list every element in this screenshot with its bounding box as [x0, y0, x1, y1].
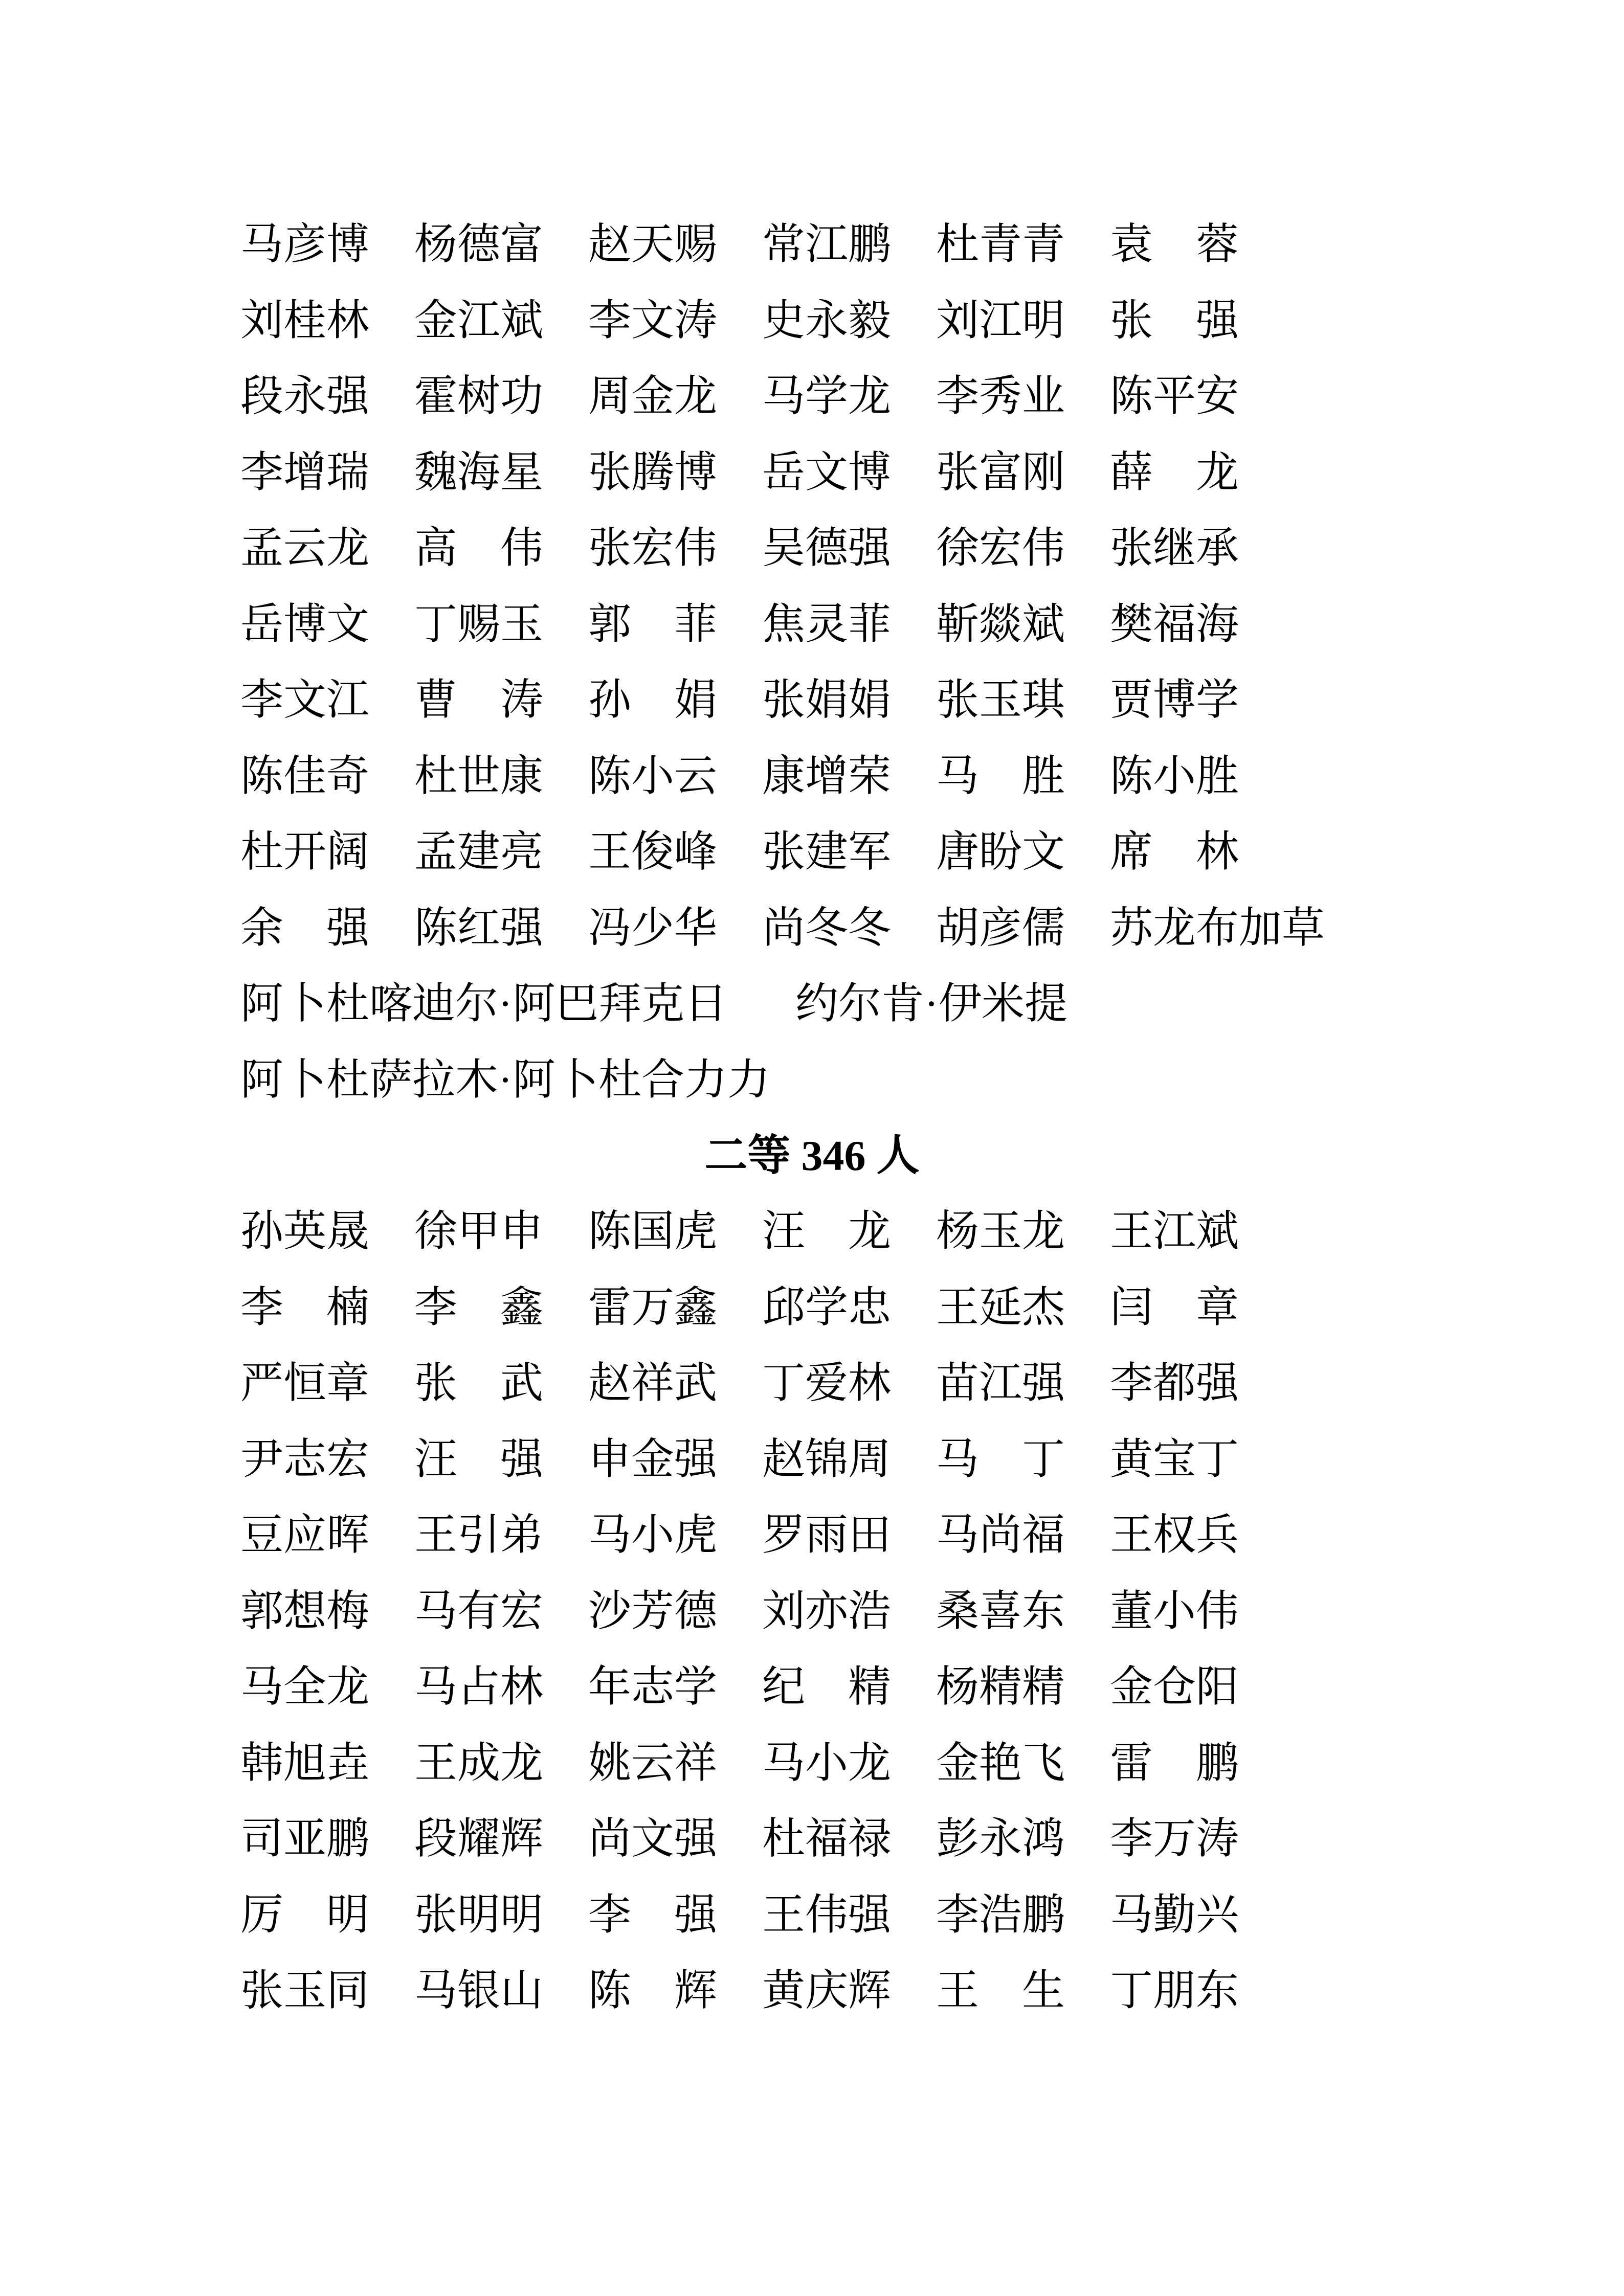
person-name: 刘亦浩 [762, 1587, 892, 1635]
name-row [240, 1498, 1239, 1574]
person-name: 严恒章 [240, 1360, 370, 1407]
person-name: 李万涛 [1110, 1815, 1239, 1863]
person-name: 李都强 [1110, 1360, 1239, 1407]
person-name: 段永强 [240, 373, 370, 420]
person-name: 李浩鹏 [936, 1891, 1065, 1939]
name-row [240, 1043, 1067, 1119]
person-name: 李 鑫 [414, 1284, 544, 1332]
person-name: 霍树功 [414, 373, 544, 420]
name-row [240, 587, 1325, 663]
person-name: 孙英晟 [240, 1208, 370, 1255]
person-name: 沙芳德 [588, 1587, 718, 1635]
person-name: 李增瑞 [240, 448, 370, 497]
person-name: 刘江明 [936, 297, 1065, 345]
person-name: 丁爱林 [762, 1360, 892, 1407]
person-name: 闫 章 [1110, 1284, 1239, 1332]
person-name: 杨德富 [414, 221, 544, 268]
person-name: 岳文博 [762, 448, 892, 497]
person-name: 桑喜东 [936, 1587, 1065, 1635]
person-name: 杜开阔 [240, 828, 370, 876]
person-name: 张富刚 [936, 448, 1065, 497]
name-row [240, 283, 1325, 359]
person-name: 袁 蓉 [1110, 221, 1239, 268]
person-name: 陈小云 [588, 752, 718, 800]
person-name: 申金强 [588, 1435, 718, 1483]
person-name: 尚冬冬 [762, 904, 892, 952]
person-name: 马全龙 [240, 1663, 370, 1711]
person-name: 厉 明 [240, 1891, 370, 1939]
person-name: 马有宏 [414, 1587, 544, 1635]
person-name: 马学龙 [762, 373, 892, 420]
person-name: 席 林 [1110, 828, 1239, 876]
person-name: 史永毅 [762, 297, 892, 345]
person-name: 阿卜杜萨拉木·阿卜杜合力力 [240, 1056, 770, 1104]
name-row [240, 511, 1325, 587]
person-name: 金仓阳 [1110, 1663, 1239, 1711]
person-name: 李文涛 [588, 297, 718, 345]
person-name: 吴德强 [762, 525, 892, 572]
person-name: 丁朋东 [1110, 1967, 1239, 2015]
person-name: 尹志宏 [240, 1435, 370, 1483]
person-name: 罗雨田 [762, 1512, 892, 1559]
person-name: 张建军 [762, 828, 892, 876]
person-name: 韩旭垚 [240, 1739, 370, 1787]
name-row [240, 1953, 1239, 2030]
person-name: 约尔肯·伊米提 [795, 980, 1067, 1028]
person-name: 姚云祥 [588, 1739, 718, 1787]
person-name: 陈国虎 [588, 1208, 718, 1255]
person-name: 王成龙 [414, 1739, 544, 1787]
person-name: 苗江强 [936, 1360, 1065, 1407]
name-row [240, 1802, 1239, 1878]
person-name: 金江斌 [414, 297, 544, 345]
person-name: 金艳飞 [936, 1739, 1065, 1787]
person-name: 赵天赐 [588, 221, 718, 268]
person-name: 薛 龙 [1110, 448, 1239, 497]
person-name: 魏海星 [414, 448, 544, 497]
person-name: 张明明 [414, 1891, 544, 1939]
person-name: 康增荣 [762, 752, 892, 800]
person-name: 杨精精 [936, 1663, 1065, 1711]
person-name: 杜福禄 [762, 1815, 892, 1863]
person-name: 常江鹏 [762, 221, 892, 268]
person-name: 马小龙 [762, 1739, 892, 1787]
person-name: 胡彦儒 [936, 904, 1065, 952]
person-name: 王延杰 [936, 1284, 1065, 1332]
person-name: 杨玉龙 [936, 1208, 1065, 1255]
person-name: 马尚福 [936, 1512, 1065, 1559]
person-name: 李 强 [588, 1891, 718, 1939]
person-name: 张娟娟 [762, 677, 892, 724]
name-row [240, 207, 1325, 283]
name-row [240, 739, 1325, 815]
person-name: 雷 鹏 [1110, 1739, 1239, 1787]
person-name: 张 武 [414, 1360, 544, 1407]
person-name: 王俊峰 [588, 828, 718, 876]
person-name: 张宏伟 [588, 525, 718, 572]
person-name: 阿卜杜喀迪尔·阿巴拜克日 [240, 980, 727, 1028]
person-name: 尚文强 [588, 1815, 718, 1863]
person-name: 苏龙布加草 [1110, 904, 1325, 952]
person-name: 陈红强 [414, 904, 544, 952]
person-name: 张玉同 [240, 1967, 370, 2015]
second-class-name-list [240, 1194, 1239, 2030]
person-name: 杜青青 [936, 221, 1065, 268]
person-name: 张继承 [1110, 525, 1239, 572]
name-row [240, 663, 1325, 739]
person-name: 马 丁 [936, 1435, 1065, 1483]
name-row [240, 1574, 1239, 1650]
person-name: 董小伟 [1110, 1587, 1239, 1635]
person-name: 张 强 [1110, 297, 1239, 345]
person-name: 段耀辉 [414, 1815, 544, 1863]
person-name: 陈平安 [1110, 373, 1239, 420]
person-name: 王 生 [936, 1967, 1065, 2015]
name-row [240, 1878, 1239, 1954]
person-name: 纪 精 [762, 1663, 892, 1711]
person-name: 李文江 [240, 677, 370, 724]
person-name: 郭 菲 [588, 600, 718, 648]
person-name: 余 强 [240, 904, 370, 952]
person-name: 樊福海 [1110, 600, 1239, 648]
person-name: 王伟强 [762, 1891, 892, 1939]
person-name: 张腾博 [588, 448, 718, 497]
person-name: 岳博文 [240, 600, 370, 648]
person-name: 靳燚斌 [936, 600, 1065, 648]
person-name: 王引弟 [414, 1512, 544, 1559]
person-name: 汪 龙 [762, 1208, 892, 1255]
name-row [240, 1422, 1239, 1498]
person-name: 唐盼文 [936, 828, 1065, 876]
person-name: 刘桂林 [240, 297, 370, 345]
person-name: 徐甲申 [414, 1208, 544, 1255]
person-name: 李 楠 [240, 1284, 370, 1332]
person-name: 马占林 [414, 1663, 544, 1711]
person-name: 司亚鹏 [240, 1815, 370, 1863]
first-class-name-list [240, 207, 1325, 966]
person-name: 高 伟 [414, 525, 544, 572]
person-name: 李秀业 [936, 373, 1065, 420]
person-name: 年志学 [588, 1663, 718, 1711]
name-row [240, 1726, 1239, 1802]
person-name: 张玉琪 [936, 677, 1065, 724]
person-name: 丁赐玉 [414, 600, 544, 648]
first-class-long-name-list [240, 966, 1067, 1118]
name-row [240, 435, 1325, 511]
name-row [240, 891, 1325, 967]
name-row [240, 966, 1067, 1043]
person-name: 陈小胜 [1110, 752, 1239, 800]
person-name: 王权兵 [1110, 1512, 1239, 1559]
person-name: 陈佳奇 [240, 752, 370, 800]
person-name: 陈 辉 [588, 1967, 718, 2015]
person-name: 郭想梅 [240, 1587, 370, 1635]
person-name: 王江斌 [1110, 1208, 1239, 1255]
person-name: 徐宏伟 [936, 525, 1065, 572]
person-name: 彭永鸿 [936, 1815, 1065, 1863]
person-name: 马银山 [414, 1967, 544, 2015]
person-name: 孟建亮 [414, 828, 544, 876]
person-name: 黄庆辉 [762, 1967, 892, 2015]
person-name: 马 胜 [936, 752, 1065, 800]
name-row [240, 815, 1325, 891]
person-name: 曹 涛 [414, 677, 544, 724]
person-name: 杜世康 [414, 752, 544, 800]
person-name: 焦灵菲 [762, 600, 892, 648]
person-name: 邱学忠 [762, 1284, 892, 1332]
person-name: 马勤兴 [1110, 1891, 1239, 1939]
name-row [240, 1346, 1239, 1422]
person-name: 豆应晖 [240, 1512, 370, 1559]
second-class-heading: 二等 346 人 [704, 1132, 920, 1180]
person-name: 汪 强 [414, 1435, 544, 1483]
person-name: 黄宝丁 [1110, 1435, 1239, 1483]
person-name: 赵祥武 [588, 1360, 718, 1407]
name-row [240, 1270, 1239, 1346]
name-row [240, 359, 1325, 435]
name-row [240, 1194, 1239, 1270]
person-name: 孟云龙 [240, 525, 370, 572]
person-name: 周金龙 [588, 373, 718, 420]
person-name: 孙 娟 [588, 677, 718, 724]
person-name: 马小虎 [588, 1512, 718, 1559]
person-name: 马彦博 [240, 221, 370, 268]
person-name: 冯少华 [588, 904, 718, 952]
person-name: 赵锦周 [762, 1435, 892, 1483]
person-name: 贾博学 [1110, 677, 1239, 724]
person-name: 雷万鑫 [588, 1284, 718, 1332]
name-row [240, 1650, 1239, 1726]
